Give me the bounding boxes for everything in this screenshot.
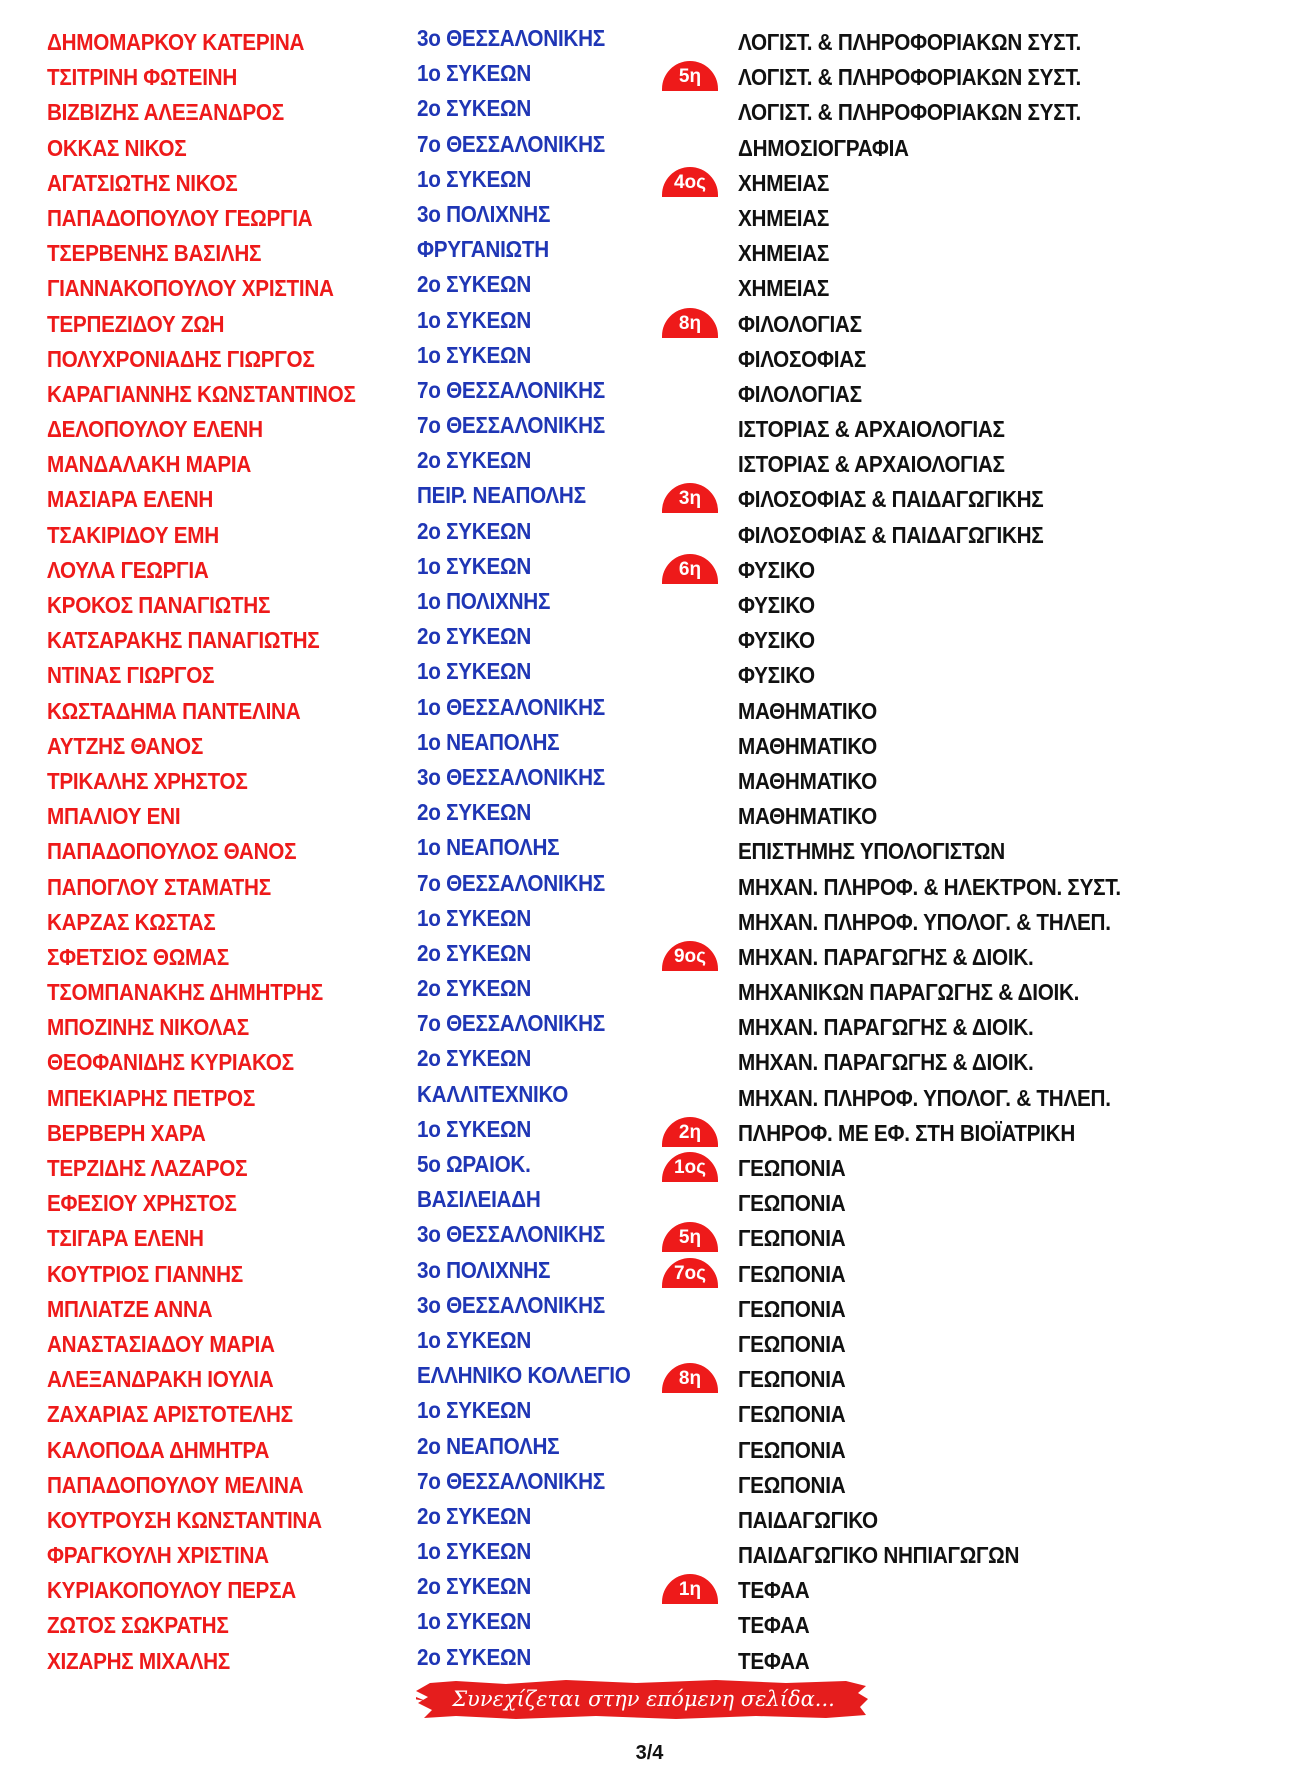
list-item	[0, 306, 1299, 341]
department-name: ΦΙΛΟΣΟΦΙΑΣ & ΠΑΙΔΑΓΩΓΙΚΗΣ	[738, 486, 1044, 513]
list-item	[0, 833, 1299, 868]
list-item	[0, 728, 1299, 763]
list-item	[0, 200, 1299, 235]
student-name: ΟΚΚΑΣ ΝΙΚΟΣ	[47, 134, 187, 161]
department-name: ΓΕΩΠΟΝΙΑ	[738, 1225, 846, 1252]
department-name: ΓΕΩΠΟΝΙΑ	[738, 1295, 846, 1322]
student-name: ΜΠΛΙΑΤΖΕ ΑΝΝΑ	[47, 1295, 213, 1322]
list-item	[0, 974, 1299, 1009]
school-name: 7ο ΘΕΣΣΑΛΟΝΙΚΗΣ	[417, 376, 605, 403]
rank-badge: 8η	[662, 1363, 718, 1393]
page-number: 3/4	[635, 1742, 664, 1764]
list-item	[0, 1256, 1299, 1291]
department-name: ΜΗΧΑΝ. ΠΛΗΡΟΦ. ΥΠΟΛΟΓ. & ΤΗΛΕΠ.	[738, 1084, 1111, 1111]
student-name: ΘΕΟΦΑΝΙΔΗΣ ΚΥΡΙΑΚΟΣ	[47, 1049, 294, 1076]
rank-badge: 5η	[662, 1222, 718, 1252]
department-name: ΜΗΧΑΝ. ΠΛΗΡΟΦ. ΥΠΟΛΟΓ. & ΤΗΛΕΠ.	[738, 908, 1111, 935]
student-name: ΚΩΣΤΑΔΗΜΑ ΠΑΝΤΕΛΙΝΑ	[47, 697, 301, 724]
department-name: ΓΕΩΠΟΝΙΑ	[738, 1366, 846, 1393]
list-item	[0, 1537, 1299, 1572]
list-item	[0, 798, 1299, 833]
student-name: ΜΑΣΙΑΡΑ ΕΛΕΝΗ	[47, 486, 214, 513]
list-item	[0, 517, 1299, 552]
school-name: 1ο ΣΥΚΕΩΝ	[417, 552, 532, 579]
student-name: ΤΣΙΓΑΡΑ ΕΛΕΝΗ	[47, 1225, 204, 1252]
school-name: 1ο ΣΥΚΕΩΝ	[417, 306, 532, 333]
department-name: ΦΥΣΙΚΟ	[738, 627, 815, 654]
student-name: ΚΡΟΚΟΣ ΠΑΝΑΓΙΩΤΗΣ	[47, 592, 271, 618]
rank-badge: 1ος	[662, 1152, 718, 1182]
student-name: ΑΛΕΞΑΝΔΡΑΚΗ ΙΟΥΛΙΑ	[47, 1366, 274, 1393]
department-name: ΤΕΦΑΑ	[738, 1577, 810, 1604]
department-name: ΜΑΘΗΜΑΤΙΚΟ	[738, 732, 877, 759]
school-name: 2ο ΣΥΚΕΩΝ	[417, 623, 532, 650]
department-name: ΙΣΤΟΡΙΑΣ & ΑΡΧΑΙΟΛΟΓΙΑΣ	[738, 451, 1005, 478]
list-item	[0, 1150, 1299, 1185]
list-item	[0, 481, 1299, 516]
list-item	[0, 693, 1299, 728]
student-name: ΚΟΥΤΡΟΥΣΗ ΚΩΝΣΤΑΝΤΙΝΑ	[47, 1506, 322, 1533]
student-name: ΜΠΟΖΙΝΗΣ ΝΙΚΟΛΑΣ	[47, 1014, 249, 1041]
school-name: 1ο ΣΥΚΕΩΝ	[417, 1326, 532, 1353]
school-name: 2ο ΣΥΚΕΩΝ	[417, 1643, 532, 1670]
department-name: ΧΗΜΕΙΑΣ	[738, 204, 830, 231]
list-item	[0, 376, 1299, 411]
list-item	[0, 94, 1299, 129]
student-name: ΠΑΠΑΔΟΠΟΥΛΟΣ ΘΑΝΟΣ	[47, 838, 297, 865]
department-name: ΜΑΘΗΜΑΤΙΚΟ	[738, 697, 877, 724]
list-item	[0, 1572, 1299, 1607]
school-name: 1ο ΠΟΛΙΧΝΗΣ	[417, 588, 551, 614]
department-name: ΜΗΧΑΝΙΚΩΝ ΠΑΡΑΓΩΓΗΣ & ΔΙΟΙΚ.	[738, 979, 1080, 1006]
list-item	[0, 1607, 1299, 1642]
school-name: 2ο ΣΥΚΕΩΝ	[417, 517, 532, 544]
list-item	[0, 1643, 1299, 1678]
list-item	[0, 1080, 1299, 1115]
department-name: ΜΑΘΗΜΑΤΙΚΟ	[738, 803, 877, 830]
list-item	[0, 1291, 1299, 1326]
students-list	[0, 24, 1299, 1678]
list-item	[0, 165, 1299, 200]
rank-badge: 5η	[662, 61, 718, 91]
rank-badge: 6η	[662, 554, 718, 584]
school-name: 1ο ΣΥΚΕΩΝ	[417, 1538, 532, 1565]
student-name: ΛΟΥΛΑ ΓΕΩΡΓΙΑ	[47, 556, 209, 583]
rank-badge: 2η	[662, 1117, 718, 1147]
school-name: 2ο ΣΥΚΕΩΝ	[417, 975, 532, 1002]
student-name: ΓΙΑΝΝΑΚΟΠΟΥΛΟΥ ΧΡΙΣΤΙΝΑ	[47, 275, 334, 302]
school-name: 1ο ΘΕΣΣΑΛΟΝΙΚΗΣ	[417, 693, 605, 720]
student-name: ΚΑΛΟΠΟΔΑ ΔΗΜΗΤΡΑ	[47, 1436, 270, 1463]
student-name: ΚΑΡΖΑΣ ΚΩΣΤΑΣ	[47, 908, 216, 935]
department-name: ΦΙΛΟΣΟΦΙΑΣ	[738, 345, 867, 372]
list-item	[0, 1185, 1299, 1220]
department-name: ΓΕΩΠΟΝΙΑ	[738, 1155, 846, 1181]
list-item	[0, 1361, 1299, 1396]
department-name: ΔΗΜΟΣΙΟΓΡΑΦΙΑ	[738, 134, 909, 161]
department-name: ΦΙΛΟΛΟΓΙΑΣ	[738, 380, 862, 407]
department-name: ΠΛΗΡΟΦ. ΜΕ ΕΦ. ΣΤΗ ΒΙΟΪΑΤΡΙΚΗ	[738, 1119, 1076, 1146]
department-name: ΜΑΘΗΜΑΤΙΚΟ	[738, 767, 877, 794]
school-name: 1ο ΣΥΚΕΩΝ	[417, 904, 532, 931]
department-name: ΦΥΣΙΚΟ	[738, 662, 815, 689]
school-name: ΦΡΥΓΑΝΙΩΤΗ	[417, 236, 549, 263]
school-name: 2ο ΣΥΚΕΩΝ	[417, 1573, 532, 1600]
department-name: ΦΥΣΙΚΟ	[738, 556, 815, 583]
student-name: ΤΣΙΤΡΙΝΗ ΦΩΤΕΙΝΗ	[47, 64, 238, 91]
school-name: 1ο ΣΥΚΕΩΝ	[417, 341, 532, 368]
list-item	[0, 270, 1299, 305]
student-name: ΝΤΙΝΑΣ ΓΙΩΡΓΟΣ	[47, 662, 215, 689]
student-name: ΚΑΤΣΑΡΑΚΗΣ ΠΑΝΑΓΙΩΤΗΣ	[47, 627, 320, 654]
department-name: ΧΗΜΕΙΑΣ	[738, 169, 830, 196]
student-name: ΑΝΑΣΤΑΣΙΑΔΟΥ ΜΑΡΙΑ	[47, 1330, 275, 1357]
student-name: ΤΣΕΡΒΕΝΗΣ ΒΑΣΙΛΗΣ	[47, 240, 262, 267]
department-name: ΓΕΩΠΟΝΙΑ	[738, 1401, 846, 1428]
school-name: 2ο ΣΥΚΕΩΝ	[417, 799, 532, 826]
list-item	[0, 1326, 1299, 1361]
student-name: ΧΙΖΑΡΗΣ ΜΙΧΑΛΗΣ	[47, 1647, 230, 1674]
school-name: 2ο ΣΥΚΕΩΝ	[417, 1502, 532, 1529]
school-name: ΠΕΙΡ. ΝΕΑΠΟΛΗΣ	[417, 482, 586, 509]
student-name: ΣΦΕΤΣΙΟΣ ΘΩΜΑΣ	[47, 943, 229, 970]
school-name: 7ο ΘΕΣΣΑΛΟΝΙΚΗΣ	[417, 412, 605, 439]
department-name: ΓΕΩΠΟΝΙΑ	[738, 1436, 846, 1463]
student-name: ΤΕΡΖΙΔΗΣ ΛΑΖΑΡΟΣ	[47, 1155, 248, 1181]
school-name: ΚΑΛΛΙΤΕΧΝΙΚΟ	[417, 1080, 569, 1107]
student-name: ΠΑΠΑΔΟΠΟΥΛΟΥ ΓΕΩΡΓΙΑ	[47, 204, 313, 231]
department-name: ΛΟΓΙΣΤ. & ΠΛΗΡΟΦΟΡΙΑΚΩΝ ΣΥΣΤ.	[738, 99, 1081, 126]
school-name: 2ο ΣΥΚΕΩΝ	[417, 447, 532, 474]
continued-text: Συνεχίζεται στην επόμενη σελίδα...	[452, 1687, 835, 1711]
student-name: ΜΠΕΚΙΑΡΗΣ ΠΕΤΡΟΣ	[47, 1084, 255, 1111]
list-item	[0, 411, 1299, 446]
rank-badge: 1η	[662, 1574, 718, 1604]
rank-badge: 9ος	[662, 941, 718, 971]
list-item	[0, 24, 1299, 59]
student-name: ΕΦΕΣΙΟΥ ΧΡΗΣΤΟΣ	[47, 1190, 237, 1217]
department-name: ΧΗΜΕΙΑΣ	[738, 240, 830, 267]
rank-badge: 4ος	[662, 167, 718, 197]
student-name: ΚΑΡΑΓΙΑΝΝΗΣ ΚΩΝΣΤΑΝΤΙΝΟΣ	[47, 380, 356, 407]
student-name: ΜΠΑΛΙΟΥ ΕΝΙ	[47, 803, 181, 830]
school-name: 2ο ΣΥΚΕΩΝ	[417, 939, 532, 966]
student-name: ΚΥΡΙΑΚΟΠΟΥΛΟΥ ΠΕΡΣΑ	[47, 1577, 296, 1604]
department-name: ΛΟΓΙΣΤ. & ΠΛΗΡΟΦΟΡΙΑΚΩΝ ΣΥΣΤ.	[738, 64, 1081, 91]
list-item	[0, 1396, 1299, 1431]
list-item	[0, 1115, 1299, 1150]
list-item	[0, 130, 1299, 165]
list-item	[0, 657, 1299, 692]
school-name: 3ο ΠΟΛΙΧΝΗΣ	[417, 200, 551, 227]
school-name: ΕΛΛΗΝΙΚΟ ΚΟΛΛΕΓΙΟ	[417, 1362, 631, 1389]
student-name: ΠΟΛΥΧΡΟΝΙΑΔΗΣ ΓΙΩΡΓΟΣ	[47, 345, 315, 372]
school-name: 3ο ΘΕΣΣΑΛΟΝΙΚΗΣ	[417, 25, 605, 51]
list-item	[0, 1432, 1299, 1467]
continued-banner	[416, 1677, 871, 1721]
list-item	[0, 1502, 1299, 1537]
department-name: ΙΣΤΟΡΙΑΣ & ΑΡΧΑΙΟΛΟΓΙΑΣ	[738, 416, 1005, 443]
department-name: ΜΗΧΑΝ. ΠΑΡΑΓΩΓΗΣ & ΔΙΟΙΚ.	[738, 943, 1034, 970]
department-name: ΤΕΦΑΑ	[738, 1647, 810, 1674]
student-name: ΖΩΤΟΣ ΣΩΚΡΑΤΗΣ	[47, 1612, 229, 1639]
student-name: ΔΕΛΟΠΟΥΛΟΥ ΕΛΕΝΗ	[47, 416, 263, 443]
department-name: ΓΕΩΠΟΝΙΑ	[738, 1260, 846, 1287]
school-name: 7ο ΘΕΣΣΑΛΟΝΙΚΗΣ	[417, 1467, 605, 1494]
list-item	[0, 341, 1299, 376]
school-name: 3ο ΘΕΣΣΑΛΟΝΙΚΗΣ	[417, 1221, 605, 1248]
department-name: ΓΕΩΠΟΝΙΑ	[738, 1471, 846, 1498]
school-name: ΒΑΣΙΛΕΙΑΔΗ	[417, 1186, 541, 1213]
student-name: ΒΕΡΒΕΡΗ ΧΑΡΑ	[47, 1119, 206, 1146]
student-name: ΠΑΠΟΓΛΟΥ ΣΤΑΜΑΤΗΣ	[47, 873, 271, 900]
list-item	[0, 904, 1299, 939]
department-name: ΦΙΛΟΛΟΓΙΑΣ	[738, 310, 862, 337]
student-name: ΜΑΝΔΑΛΑΚΗ ΜΑΡΙΑ	[47, 451, 252, 478]
list-item	[0, 1467, 1299, 1502]
student-name: ΦΡΑΓΚΟΥΛΗ ΧΡΙΣΤΙΝΑ	[47, 1542, 269, 1569]
school-name: 1ο ΣΥΚΕΩΝ	[417, 1608, 532, 1635]
student-name: ΤΣΑΚΙΡΙΔΟΥ ΕΜΗ	[47, 521, 219, 548]
student-name: ΑΓΑΤΣΙΩΤΗΣ ΝΙΚΟΣ	[47, 169, 238, 196]
list-item	[0, 1044, 1299, 1079]
student-name: ΠΑΠΑΔΟΠΟΥΛΟΥ ΜΕΛΙΝΑ	[47, 1471, 304, 1498]
school-name: 3ο ΠΟΛΙΧΝΗΣ	[417, 1256, 551, 1283]
list-item	[0, 869, 1299, 904]
list-item	[0, 552, 1299, 587]
department-name: ΠΑΙΔΑΓΩΓΙΚΟ	[738, 1506, 878, 1533]
student-name: ΔΗΜΟΜΑΡΚΟΥ ΚΑΤΕΡΙΝΑ	[47, 29, 305, 55]
department-name: ΓΕΩΠΟΝΙΑ	[738, 1330, 846, 1357]
department-name: ΜΗΧΑΝ. ΠΑΡΑΓΩΓΗΣ & ΔΙΟΙΚ.	[738, 1014, 1034, 1041]
student-name: ΤΣΟΜΠΑΝΑΚΗΣ ΔΗΜΗΤΡΗΣ	[47, 979, 323, 1006]
department-name: ΦΥΣΙΚΟ	[738, 592, 815, 618]
student-name: ΚΟΥΤΡΙΟΣ ΓΙΑΝΝΗΣ	[47, 1260, 243, 1287]
school-name: 7ο ΘΕΣΣΑΛΟΝΙΚΗΣ	[417, 1010, 605, 1037]
school-name: 3ο ΘΕΣΣΑΛΟΝΙΚΗΣ	[417, 1291, 605, 1318]
school-name: 3ο ΘΕΣΣΑΛΟΝΙΚΗΣ	[417, 763, 605, 790]
school-name: 2ο ΝΕΑΠΟΛΗΣ	[417, 1432, 560, 1459]
department-name: ΦΙΛΟΣΟΦΙΑΣ & ΠΑΙΔΑΓΩΓΙΚΗΣ	[738, 521, 1044, 548]
school-name: 2ο ΣΥΚΕΩΝ	[417, 271, 532, 298]
list-item	[0, 939, 1299, 974]
department-name: ΠΑΙΔΑΓΩΓΙΚΟ ΝΗΠΙΑΓΩΓΩΝ	[738, 1542, 1020, 1569]
school-name: 7ο ΘΕΣΣΑΛΟΝΙΚΗΣ	[417, 869, 605, 896]
rank-badge: 3η	[662, 483, 718, 513]
school-name: 1ο ΣΥΚΕΩΝ	[417, 1115, 532, 1142]
list-item	[0, 763, 1299, 798]
department-name: ΤΕΦΑΑ	[738, 1612, 810, 1639]
list-item	[0, 59, 1299, 94]
list-item	[0, 446, 1299, 481]
department-name: ΜΗΧΑΝ. ΠΛΗΡΟΦ. & ΗΛΕΚΤΡΟΝ. ΣΥΣΤ.	[738, 873, 1121, 900]
school-name: 1ο ΝΕΑΠΟΛΗΣ	[417, 834, 560, 861]
department-name: ΓΕΩΠΟΝΙΑ	[738, 1190, 846, 1217]
list-item	[0, 1220, 1299, 1255]
school-name: 1ο ΣΥΚΕΩΝ	[417, 165, 532, 192]
list-item	[0, 1009, 1299, 1044]
school-name: 5ο ΩΡΑΙΟΚ.	[417, 1151, 531, 1177]
student-name: ΤΡΙΚΑΛΗΣ ΧΡΗΣΤΟΣ	[47, 767, 248, 794]
school-name: 2ο ΣΥΚΕΩΝ	[417, 1045, 532, 1072]
department-name: ΛΟΓΙΣΤ. & ΠΛΗΡΟΦΟΡΙΑΚΩΝ ΣΥΣΤ.	[738, 29, 1081, 55]
school-name: 7ο ΘΕΣΣΑΛΟΝΙΚΗΣ	[417, 130, 605, 157]
student-name: ΤΕΡΠΕΖΙΔΟΥ ΖΩΗ	[47, 310, 225, 337]
school-name: 1ο ΣΥΚΕΩΝ	[417, 1397, 532, 1424]
rank-badge: 8η	[662, 308, 718, 338]
student-name: ΑΥΤΖΗΣ ΘΑΝΟΣ	[47, 732, 204, 759]
list-item	[0, 235, 1299, 270]
student-name: ΒΙΖΒΙΖΗΣ ΑΛΕΞΑΝΔΡΟΣ	[47, 99, 284, 126]
rank-badge: 7ος	[662, 1258, 718, 1288]
department-name: ΜΗΧΑΝ. ΠΑΡΑΓΩΓΗΣ & ΔΙΟΙΚ.	[738, 1049, 1034, 1076]
school-name: 1ο ΝΕΑΠΟΛΗΣ	[417, 728, 560, 755]
department-name: ΕΠΙΣΤΗΜΗΣ ΥΠΟΛΟΓΙΣΤΩΝ	[738, 838, 1005, 865]
student-name: ΖΑΧΑΡΙΑΣ ΑΡΙΣΤΟΤΕΛΗΣ	[47, 1401, 293, 1428]
school-name: 1ο ΣΥΚΕΩΝ	[417, 658, 532, 685]
department-name: ΧΗΜΕΙΑΣ	[738, 275, 830, 302]
school-name: 2ο ΣΥΚΕΩΝ	[417, 95, 532, 122]
list-item	[0, 622, 1299, 657]
school-name: 1ο ΣΥΚΕΩΝ	[417, 60, 532, 87]
list-item	[0, 587, 1299, 622]
